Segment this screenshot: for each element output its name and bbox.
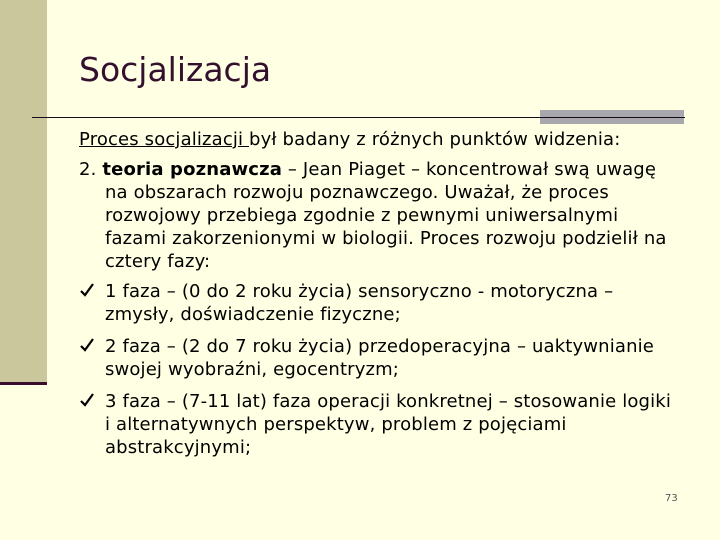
intro-paragraph	[79, 128, 679, 151]
intro-text: był badany z różnych punktów widzenia:	[249, 129, 621, 150]
decorative-accent-bar	[540, 110, 684, 117]
bullet-text: 3 faza – (7-11 lat) faza operacji konkretnej – stosowanie logiki i alternatywnych perspektyw, problem z pojęciami abstrakcyjnymi;	[105, 391, 671, 458]
checkmark-icon	[79, 391, 95, 409]
list-item	[79, 280, 679, 326]
decorative-side-bar	[0, 0, 47, 385]
checkmark-icon	[79, 336, 95, 354]
page-number: 73	[665, 493, 678, 504]
theory-text: – Jean Piaget – koncentrował swą uwagę na obszarach rozwoju poznawczego. Uważał, że proces rozwojowy przebiega zgodnie z pewnymi uniwersalnymi fazami zakorzenionymi w biologii. Proces rozwoju podzielił na cztery fazy:	[105, 159, 667, 272]
slide-title: Socjalizacja	[79, 50, 272, 89]
intro-underlined-text: Proces socjalizacji	[79, 129, 250, 150]
slide-body	[79, 128, 679, 468]
theory-name: teoria poznawcza	[102, 159, 283, 180]
decorative-side-line	[0, 382, 47, 385]
decorative-accent-bar-lower	[540, 118, 684, 124]
bullet-text: 2 faza – (2 do 7 roku życia) przedoperacyjna – uaktywnianie swojej wyobraźni, egocentryzm;	[105, 336, 654, 380]
checkmark-icon	[79, 281, 95, 299]
theory-number: 2.	[79, 159, 103, 180]
bullet-text: 1 faza – (0 do 2 roku życia) sensoryczno - motoryczna – zmysły, doświadczenie fizyczne;	[105, 281, 614, 325]
list-item	[79, 390, 679, 459]
title-divider	[32, 117, 685, 118]
list-item	[79, 335, 679, 381]
theory-paragraph	[79, 158, 679, 273]
